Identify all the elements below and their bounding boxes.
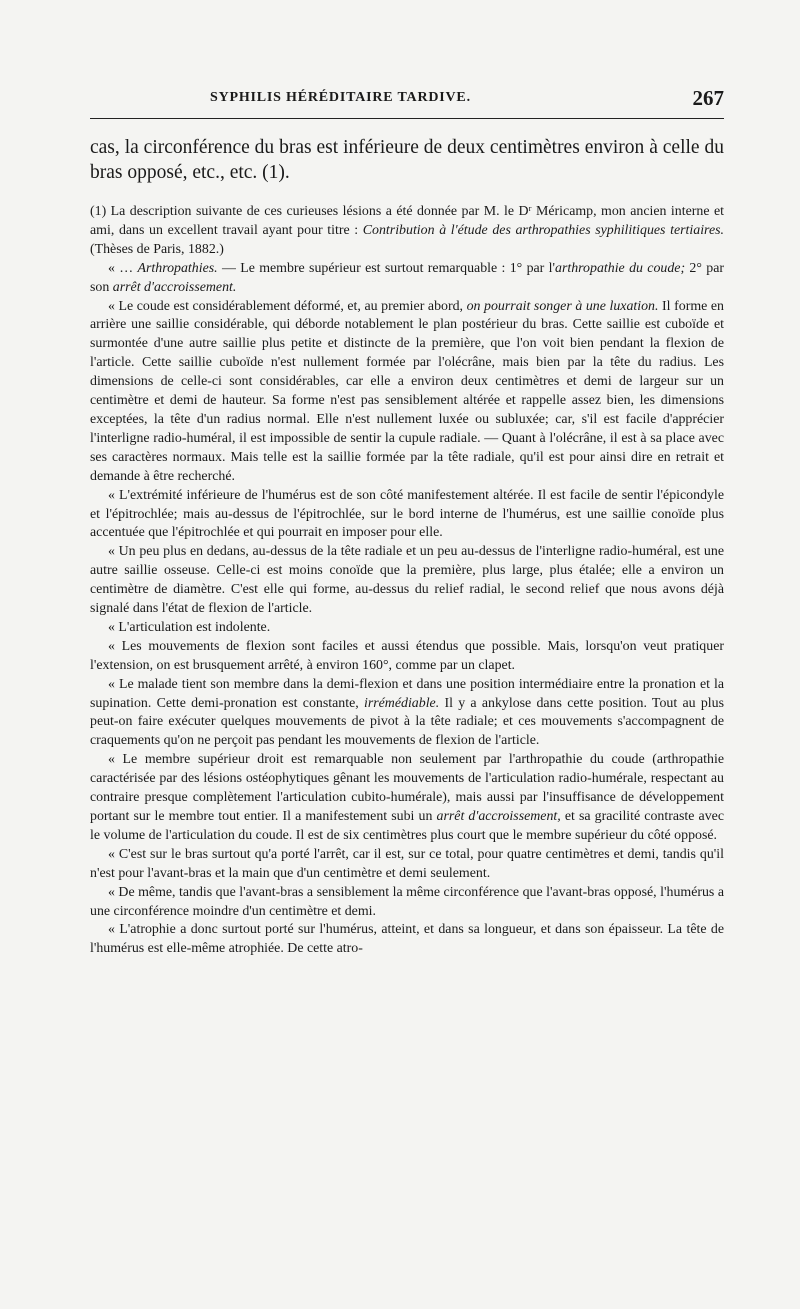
footnote-paragraph-2 — [90, 260, 724, 298]
emphasis: arrêt d'accroissement. — [112, 279, 237, 295]
text-run: Il y a ankylose dans cette position. Tout au plus peut-on faire exécuter quelques mouvements de pivot à la tête radiale; et ces mouvements s'accompagnent de craquements qu'on ne perçoit pas pendant les mouvements de flexion de l'article. — [90, 695, 724, 749]
main-paragraph: cas, la circonférence du bras est inférieure de deux centimètres environ à celle du bras opposé, etc., etc. (1). — [90, 137, 724, 183]
text-run: Il forme en arrière une saillie considérable, qui déborde notablement le plan postérieur du bras. Cette saillie est cuboïde et surmontée d'une autre saillie plus petite et distincte de la première, que l'on voit bien pendant la flexion de l'article. Cette saillie cuboïde n'est nullement formée par l'olécrâne, mais bien par la tête du radius. Les dimensions de celle-ci sont considérables, car elle a environ deux centimètres et demi de largeur sur un centimètre et demi de hauteur. Sa forme n'est pas sensiblement altérée et rappelle assez bien, les dimensions exceptées, la tête d'un radius normal. Elle n'est nullement luxée ou subluxée; car, s'il est facile d'apprécier l'interligne radio-huméral, il est impossible de sentir la cupule radiale. — Quant à l'olécrâne, il est à sa place avec ses caractères normaux. Mais telle est la saillie formée par la tête radiale, qu'il est pour ainsi dire en retrait et demande à être recherché. — [90, 298, 724, 484]
footnote-paragraph-4: « L'extrémité inférieure de l'humérus est de son côté manifestement altérée. Il est facile de sentir l'épicondyle et l'épitrochlée; mais au-dessus de l'épitrochlée, sur le bord interne de l'humérus, est une saillie conoïde plus accentuée que l'épitrochlée et qui pourrait en imposer pour elle. — [90, 487, 724, 541]
footnote-paragraph-3 — [90, 298, 724, 487]
footnote-paragraph-8 — [90, 676, 724, 752]
running-head — [90, 86, 724, 112]
text-run: « Le coude est considérablement déformé, et, au premier abord, — [108, 298, 467, 314]
footnote — [90, 203, 724, 959]
emphasis: on pourrait songer à une luxation. — [466, 298, 659, 314]
text-run: (1) La description suivante de ces curieuses lésions a été donnée par M. le Dʳ Méricamp, mon ancien interne et ami, dans un excellent travail ayant pour titre : — [90, 204, 724, 238]
text-run: — Le membre supérieur est surtout remarquable : 1° par l' — [217, 260, 556, 276]
text-run: « … — [108, 260, 138, 276]
footnote-paragraph-7: « Les mouvements de flexion sont faciles et aussi étendus que possible. Mais, lorsqu'on veut pratiquer l'extension, on est brusquement arrêté, à environ 160°, comme par un clapet. — [90, 638, 724, 673]
section-heading: Arthropathies. — [137, 260, 218, 276]
text-run: « Le membre supérieur droit est remarquable non seulement par l'arthropathie du coude (arthropathie caractérisée par des lésions ostéophytiques gênant les mouvements de l'articulation radio-humérale, respectant au contraire presque complètement l'articulation cubito-humérale), mais aussi par l'insuffisance de développement portant sur le membre tout entier. Il a manifestement subi un — [90, 752, 724, 824]
header-rule — [90, 118, 724, 119]
footnote-paragraph-6: « L'articulation est indolente. — [108, 619, 271, 635]
footnote-paragraph-11: « De même, tandis que l'avant-bras a sensiblement la même circonférence que l'avant-bras opposé, l'humérus a une circonférence moindre d'un centimètre et demi. — [90, 884, 724, 919]
page-number: 267 — [692, 86, 724, 110]
footnote-paragraph-9 — [90, 751, 724, 846]
text-run: 2° par son — [90, 260, 725, 295]
emphasis: irrémédiable. — [363, 695, 440, 711]
emphasis: arthropathie du coude; — [555, 260, 686, 276]
main-text — [90, 135, 724, 185]
emphasis: arrêt d'accroissement, — [436, 809, 561, 824]
footnote-paragraph-1 — [90, 203, 724, 260]
text-run: (Thèses de Paris, 1882.) — [90, 241, 224, 257]
text-run: « Le malade tient son membre dans la demi-flexion et dans une position intermédiaire entre la pronation et la supination. Cette demi-pronation est constante, — [90, 676, 724, 711]
footnote-paragraph-5: « Un peu plus en dedans, au-dessus de la tête radiale et un peu au-dessus de l'interligne radio-huméral, est une autre saillie osseuse. Celle-ci est moins conoïde que la première, plus large, plus étalée; elle a environ un centimètre de diamètre. C'est elle qui forme, au-dessus du relief radial, le second relief que nous avons déjà signalé dans l'état de flexion de l'article. — [90, 544, 724, 617]
footnote-paragraph-10: « C'est sur le bras surtout qu'a porté l'arrêt, car il est, sur ce total, pour quatre centimètres et demi, tandis qu'il n'est pour l'avant-bras et la main que d'un centimètre et demi seulement. — [90, 846, 724, 881]
running-title: SYPHILIS HÉRÉDITAIRE TARDIVE. — [210, 90, 471, 105]
text-run: et sa gracilité contraste avec le volume de l'articulation du coude. Il est de six centimètres plus court que le membre supérieur du côté opposé. — [90, 809, 724, 843]
footnote-paragraph-12: « L'atrophie a donc surtout porté sur l'humérus, atteint, et dans sa longueur, et dans son épaisseur. La tête de l'humérus est elle-même atrophiée. De cette atro- — [90, 922, 724, 957]
thesis-title: Contribution à l'étude des arthropathies syphilitiques tertiaires. — [362, 222, 724, 238]
